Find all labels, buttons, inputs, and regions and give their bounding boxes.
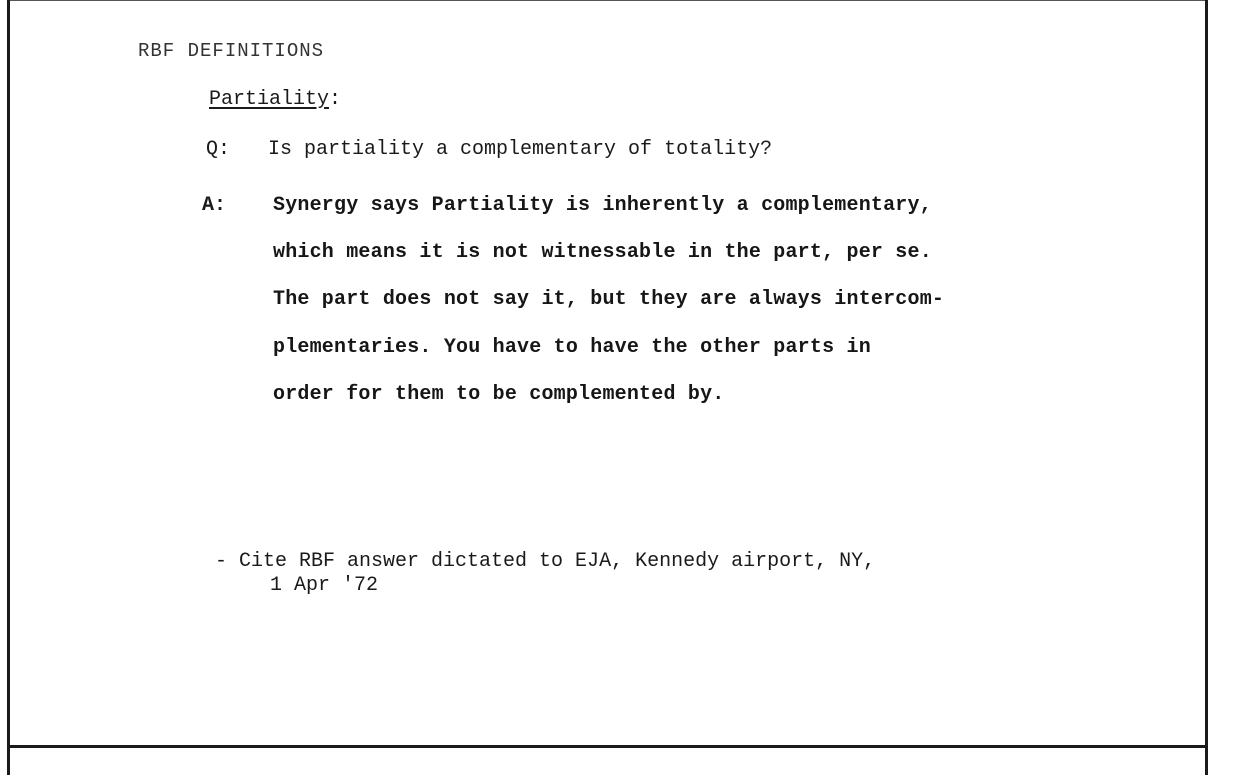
section-heading-text: Partiality (209, 88, 330, 111)
answer-label: A: (202, 194, 227, 217)
citation-line: - Cite RBF answer dictated to EJA, Kennedy airport, NY, (215, 550, 876, 573)
citation-date: 1 Apr '72 (270, 574, 379, 597)
answer-line: order for them to be complemented by. (273, 383, 725, 406)
document-header: RBF DEFINITIONS (138, 40, 325, 62)
answer-line: plementaries. You have to have the other parts in (273, 336, 871, 359)
question-label: Q: (206, 138, 231, 161)
question-text: Is partiality a complementary of totality? (268, 138, 773, 161)
page-border-bottom (7, 745, 1208, 748)
section-heading-colon: : (329, 88, 342, 111)
answer-line: Synergy says Partiality is inherently a complementary, (273, 194, 932, 217)
page-border-top (7, 0, 1208, 1)
page-border-right (1205, 0, 1208, 775)
answer-line: The part does not say it, but they are always intercom- (273, 288, 945, 311)
answer-line: which means it is not witnessable in the part, per se. (273, 241, 932, 264)
section-heading (209, 88, 341, 111)
page-border-left (7, 0, 10, 775)
